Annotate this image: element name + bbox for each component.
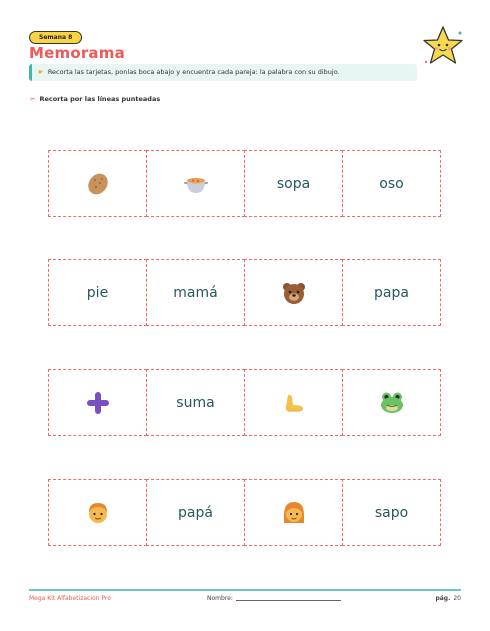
memory-card[interactable] — [342, 479, 441, 546]
instruction-box — [29, 64, 417, 81]
page-title: Memorama — [29, 44, 125, 62]
page-number: 20 — [453, 595, 461, 602]
memory-card[interactable] — [48, 479, 147, 546]
memory-card[interactable] — [244, 369, 343, 436]
card-row-1 — [48, 150, 441, 217]
card-word: sapo — [374, 504, 409, 521]
pointing-hand-icon: ☛ — [38, 68, 44, 76]
footer-page — [435, 595, 461, 602]
card-row-3 — [48, 369, 441, 436]
instruction-text: Recorta las tarjetas, ponlas boca abajo y encuentra cada pareja: la palabra con su dibujo. — [47, 68, 340, 76]
cut-note — [30, 95, 160, 103]
footer-divider — [29, 589, 461, 591]
page-label: pág. — [435, 595, 451, 602]
memory-card[interactable] — [146, 150, 245, 217]
footer-brand: Mega Kit Alfabetización Pro — [29, 595, 111, 602]
star-mascot-icon — [420, 24, 466, 70]
memory-card[interactable] — [146, 259, 245, 326]
memory-card[interactable] — [244, 150, 343, 217]
woman-face-icon — [280, 499, 308, 527]
name-line — [236, 600, 341, 601]
memory-card[interactable] — [146, 479, 245, 546]
week-badge: Semana 8 — [29, 31, 82, 44]
man-face-icon — [84, 499, 112, 527]
card-row-2 — [48, 259, 441, 326]
memory-card[interactable] — [342, 259, 441, 326]
soup-pot-icon — [182, 170, 210, 198]
name-label: Nombre: — [207, 595, 233, 602]
memory-card[interactable] — [146, 369, 245, 436]
memory-card[interactable] — [342, 150, 441, 217]
memory-card[interactable] — [48, 259, 147, 326]
scissors-icon: ✂ — [30, 95, 36, 103]
frog-face-icon — [378, 389, 406, 417]
footer-name-field — [207, 595, 341, 602]
card-word: papa — [374, 284, 409, 301]
card-row-4 — [48, 479, 441, 546]
cut-note-text: Recorta por las líneas punteadas — [39, 95, 161, 103]
potato-icon — [84, 170, 112, 198]
memory-card[interactable] — [342, 369, 441, 436]
card-word: suma — [176, 394, 215, 411]
plus-sign-icon — [84, 389, 112, 417]
bear-face-icon — [280, 279, 308, 307]
memory-card[interactable] — [244, 479, 343, 546]
memory-card[interactable] — [244, 259, 343, 326]
card-word: oso — [379, 175, 404, 192]
memory-card[interactable] — [48, 150, 147, 217]
foot-icon — [280, 389, 308, 417]
card-word: pie — [86, 284, 109, 301]
card-word: papá — [178, 504, 213, 521]
memory-card[interactable] — [48, 369, 147, 436]
card-word: sopa — [276, 175, 311, 192]
card-word: mamá — [173, 284, 218, 301]
